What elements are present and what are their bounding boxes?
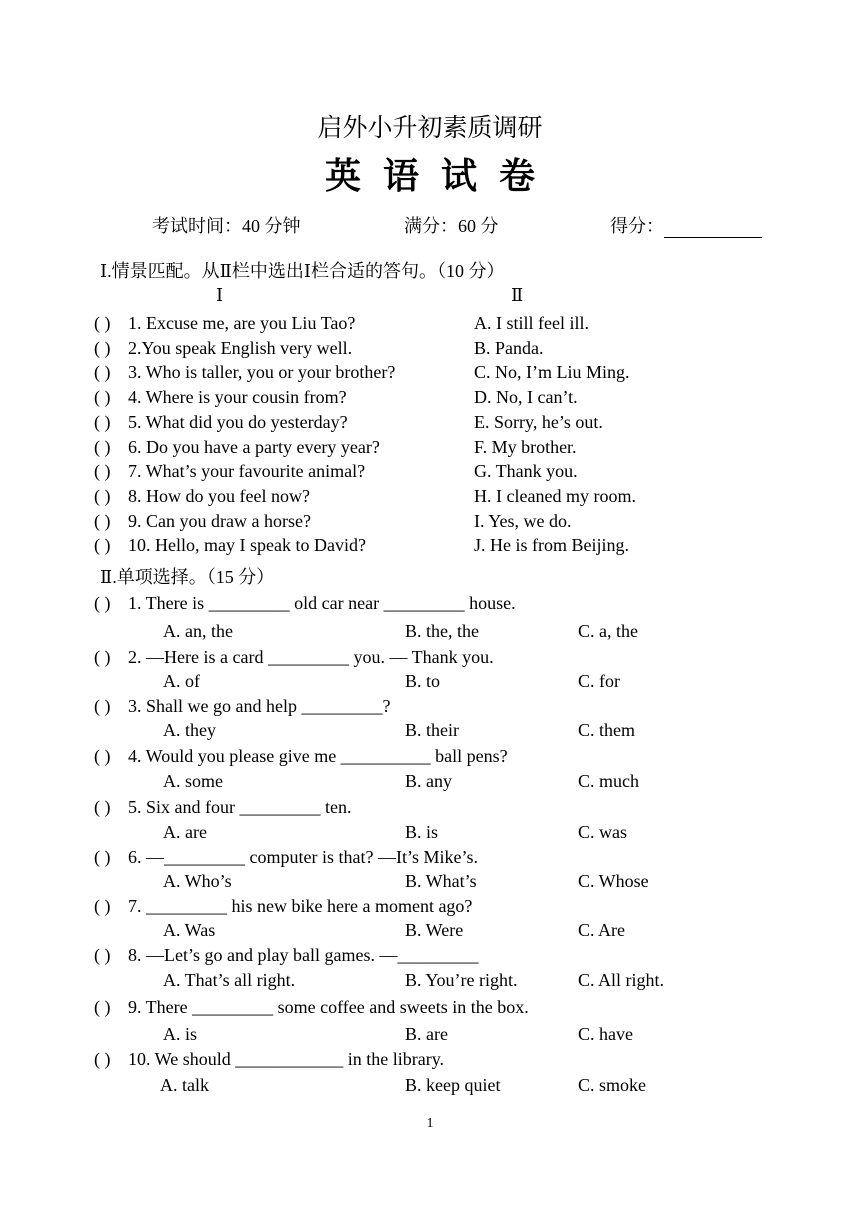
choice-option-c: C. Are [578, 920, 625, 940]
matching-answer: F. My brother. [474, 437, 577, 457]
choice-question: 9. There _________ some coffee and sweets in the box. [128, 997, 529, 1017]
choice-option-b: B. Were [405, 920, 464, 940]
matching-answer: A. I still feel ill. [474, 313, 589, 333]
choice-option-b: B. any [405, 771, 452, 791]
choice-option-c: C. have [578, 1024, 633, 1044]
answer-paren: ( ) [94, 997, 111, 1017]
matching-question: 4. Where is your cousin from? [128, 387, 347, 407]
exam-subtitle: 启外小升初素质调研 [317, 115, 543, 142]
answer-paren: ( ) [94, 486, 111, 506]
matching-question: 1. Excuse me, are you Liu Tao? [128, 313, 356, 333]
answer-paren: ( ) [94, 535, 111, 555]
choice-option-c: C. a, the [578, 621, 638, 641]
matching-question: 10. Hello, may I speak to David? [128, 535, 366, 555]
page-number: 1 [426, 1116, 434, 1131]
choice-option-c: C. Whose [578, 871, 649, 891]
answer-paren: ( ) [94, 696, 111, 716]
matching-question: 5. What did you do yesterday? [128, 412, 348, 432]
choice-option-c: C. was [578, 822, 627, 842]
choice-option-a: A. of [163, 671, 200, 691]
choice-option-b: B. What’s [405, 871, 477, 891]
choice-option-b: B. is [405, 822, 439, 842]
column-2-header: Ⅱ [511, 285, 524, 305]
choice-question: 10. We should ____________ in the library. [128, 1049, 445, 1069]
choice-option-b: B. are [405, 1024, 448, 1044]
choice-option-a: A. an, the [163, 621, 233, 641]
matching-question: 8. How do you feel now? [128, 486, 310, 506]
score-field [610, 212, 762, 238]
matching-answer: G. Thank you. [474, 461, 578, 481]
choice-question: 5. Six and four _________ ten. [128, 797, 352, 817]
choice-question: 1. There is _________ old car near _________ house. [128, 593, 516, 613]
choice-option-a: A. some [163, 771, 223, 791]
score-label: 得分： [610, 216, 664, 236]
answer-paren: ( ) [94, 362, 111, 382]
choice-option-b: B. keep quiet [405, 1075, 501, 1095]
answer-paren: ( ) [94, 338, 111, 358]
choice-option-b: B. You’re right. [405, 970, 518, 990]
answer-paren: ( ) [94, 896, 111, 916]
choice-option-c: C. much [578, 771, 639, 791]
choice-question: 7. _________ his new bike here a moment ago? [128, 896, 473, 916]
choice-option-a: A. Who’s [163, 871, 232, 891]
answer-paren: ( ) [94, 437, 111, 457]
matching-question: 9. Can you draw a horse? [128, 511, 311, 531]
choice-option-a: A. Was [163, 920, 216, 940]
matching-answer: J. He is from Beijing. [474, 535, 629, 555]
section2-heading: Ⅱ.单项选择。（15 分） [100, 567, 275, 587]
choice-question: 4. Would you please give me __________ ball pens? [128, 746, 508, 766]
matching-question: 6. Do you have a party every year? [128, 437, 380, 457]
choice-option-a: A. That’s all right. [163, 970, 296, 990]
choice-option-a: A. are [163, 822, 207, 842]
exam-time: 考试时间：40 分钟 [152, 216, 301, 236]
answer-paren: ( ) [94, 412, 111, 432]
answer-paren: ( ) [94, 313, 111, 333]
column-1-header: Ⅰ [216, 285, 224, 305]
choice-option-c: C. them [578, 720, 635, 740]
matching-question: 3. Who is taller, you or your brother? [128, 362, 396, 382]
matching-answer: I. Yes, we do. [474, 511, 572, 531]
choice-question: 6. —_________ computer is that? —It’s Mike’s. [128, 847, 478, 867]
matching-question: 2.You speak English very well. [128, 338, 353, 358]
matching-answer: C. No, I’m Liu Ming. [474, 362, 630, 382]
matching-question: 7. What’s your favourite animal? [128, 461, 366, 481]
full-score: 满分：60 分 [404, 216, 499, 236]
choice-option-a: A. they [163, 720, 216, 740]
matching-answer: B. Panda. [474, 338, 544, 358]
answer-paren: ( ) [94, 647, 111, 667]
matching-answer: D. No, I can’t. [474, 387, 578, 407]
choice-option-b: B. to [405, 671, 441, 691]
choice-option-b: B. the, the [405, 621, 479, 641]
choice-option-c: C. All right. [578, 970, 665, 990]
answer-paren: ( ) [94, 746, 111, 766]
answer-paren: ( ) [94, 945, 111, 965]
answer-paren: ( ) [94, 847, 111, 867]
choice-option-c: C. for [578, 671, 620, 691]
section1-heading: Ⅰ.情景匹配。从Ⅱ栏中选出Ⅰ栏合适的答句。（10 分） [100, 261, 505, 281]
answer-paren: ( ) [94, 593, 111, 613]
matching-answer: H. I cleaned my room. [474, 486, 636, 506]
choice-option-a: A. is [163, 1024, 198, 1044]
choice-option-c: C. smoke [578, 1075, 647, 1095]
choice-question: 3. Shall we go and help _________? [128, 696, 391, 716]
choice-option-a: A. talk [160, 1075, 209, 1095]
choice-option-b: B. their [405, 720, 459, 740]
answer-paren: ( ) [94, 1049, 111, 1069]
score-blank [664, 219, 762, 238]
exam-title: 英语试卷 [324, 156, 557, 196]
choice-question: 8. —Let’s go and play ball games. —_________ [128, 945, 479, 965]
matching-answer: E. Sorry, he’s out. [474, 412, 603, 432]
answer-paren: ( ) [94, 511, 111, 531]
answer-paren: ( ) [94, 387, 111, 407]
answer-paren: ( ) [94, 797, 111, 817]
choice-question: 2. —Here is a card _________ you. — Thank you. [128, 647, 494, 667]
answer-paren: ( ) [94, 461, 111, 481]
